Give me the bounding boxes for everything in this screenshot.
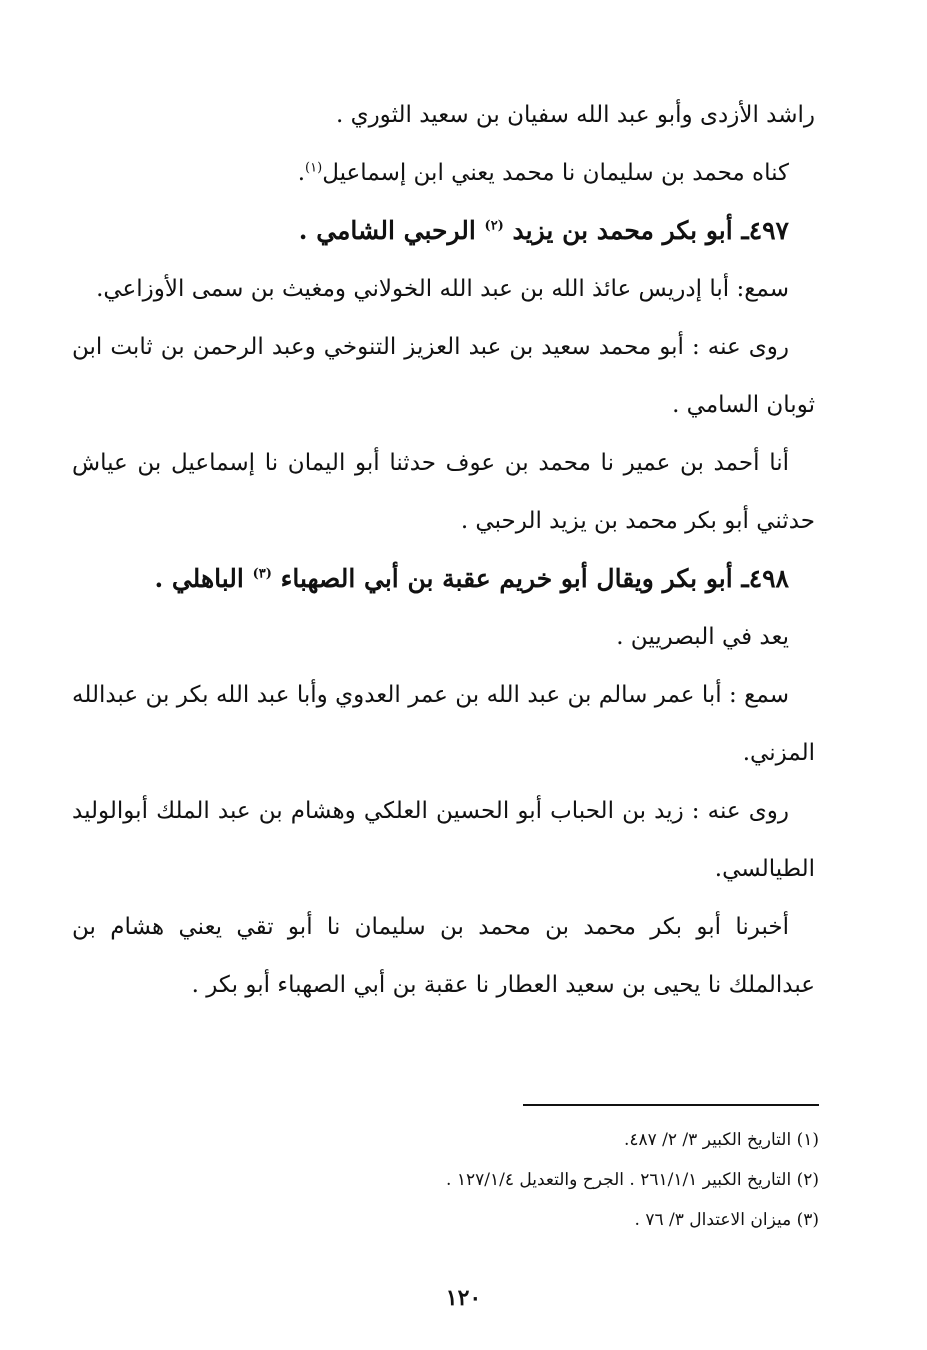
footnotes [300,1120,819,1240]
paragraph-text: سمع : أبا عمر سالم بن عبد الله بن عمر العدوي وأبا عبد الله بكر بن عبدالله المزني. [72,682,815,766]
footnote-reference-2: (٢) [484,218,504,234]
footnote-2: (٢) التاريخ الكبير ٢٦١/١/١ . الجرح والتعديل ١٢٧/١/٤ . [446,1170,819,1190]
heading-text: ٤٩٧ـ أبو بكر محمد بن يزيد [512,216,789,245]
paragraph-text: روى عنه : أبو محمد سعيد بن عبد العزيز التنوخي وعبد الرحمن بن ثابت ابن ثوبان السامي . [72,334,815,418]
heading-text: ٤٩٨ـ أبو بكر ويقال أبو خريم عقبة بن أبي الصهباء [280,564,789,593]
paragraph-counted [72,608,815,666]
paragraph-narrated [72,318,815,434]
entry-heading-497 [72,202,815,260]
paragraph-isnad [72,434,815,550]
paragraph-text: أنا أحمد بن عمير نا محمد بن عوف حدثنا أبو اليمان نا إسماعيل بن عياش حدثني أبو بكر محمد بن يزيد الرحبي . [72,450,815,534]
footnote-separator [523,1104,819,1106]
footnote-reference-3: (٣) [252,566,272,582]
footnote-1: (١) التاريخ الكبير ٣/ ٢/ ٤٨٧. [623,1130,819,1150]
paragraph-text: روى عنه : زيد بن الحباب أبو الحسين العلكي وهشام بن عبد الملك أبوالوليد الطيالسي. [72,798,815,882]
paragraph-text: كناه محمد بن سليمان نا محمد يعني ابن إسماعيل [322,160,789,186]
paragraph-kunya [72,144,815,202]
paragraph-narrated [72,782,815,898]
heading-end: الرحبي الشامي . [298,216,476,245]
paragraph-text: راشد الأزدى وأبو عبد الله سفيان بن سعيد الثوري . [335,102,815,128]
heading-end: الباهلي . [154,564,244,593]
main-text [72,86,815,1014]
paragraph-isnad [72,898,815,1014]
paragraph-text: يعد في البصريين . [616,624,789,650]
paragraph-heard [72,666,815,782]
entry-heading-498 [72,550,815,608]
paragraph-text: أخبرنا أبو بكر محمد بن محمد بن سليمان نا أبو تقي يعني هشام بن عبدالملك نا يحيى بن سعيد العطار نا عقبة بن أبي الصهباء أبو بكر . [72,914,815,998]
page-number: ١٢٠ [445,1285,482,1311]
paragraph-continuation [72,86,815,144]
footnote-3: (٣) ميزان الاعتدال ٣/ ٧٦ . [634,1210,819,1230]
paragraph-text: سمع: أبا إدريس عائذ الله بن عبد الله الخولاني ومغيث بن سمى الأوزاعي. [96,276,789,302]
paragraph-heard [72,260,815,318]
footnote-reference-1: (١) [305,160,323,176]
paragraph-end: . [297,160,306,186]
